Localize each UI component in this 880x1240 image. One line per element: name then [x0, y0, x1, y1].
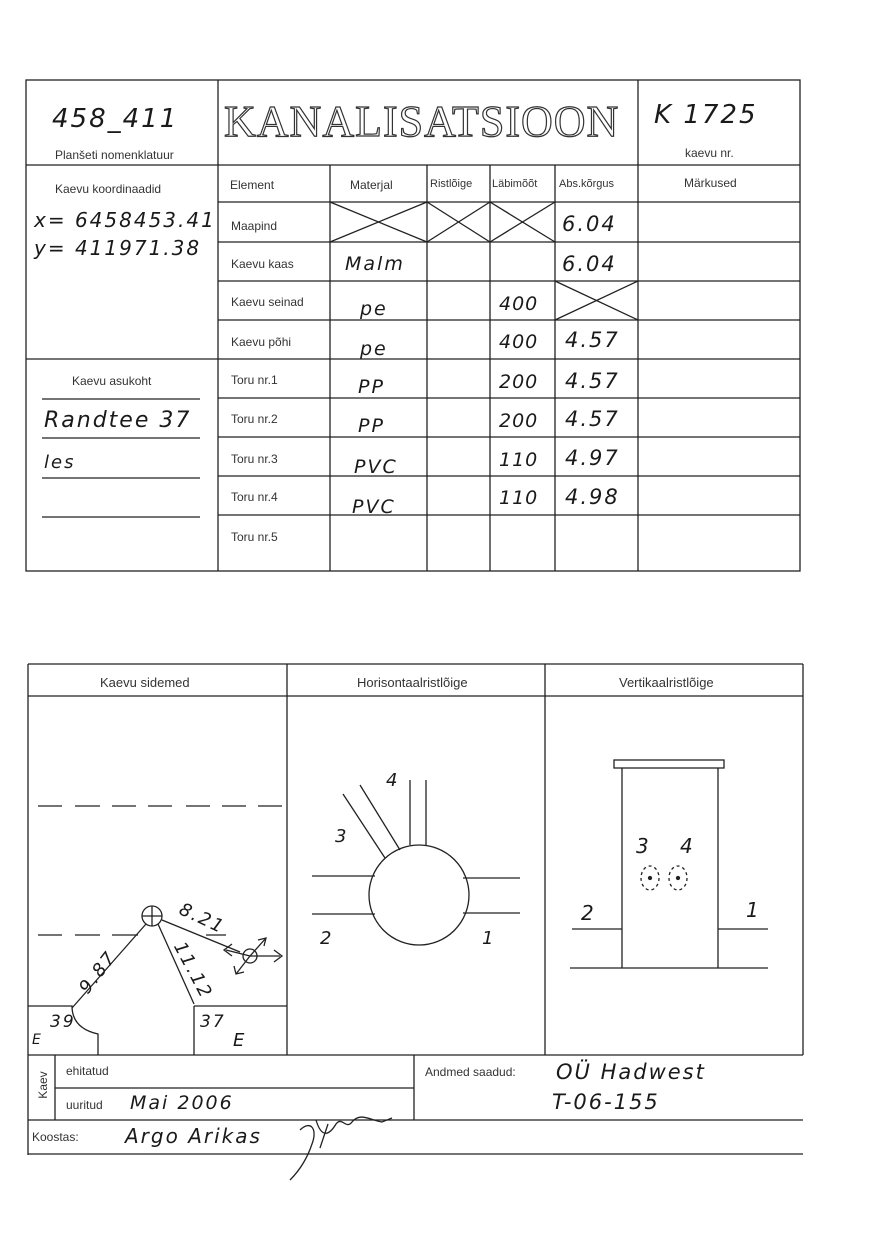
row-height: 6.04 — [562, 212, 617, 236]
dist-label-1: 8.21 — [175, 898, 229, 939]
dist-label-3: 11.12 — [169, 938, 217, 1003]
row-element: Kaevu kaas — [231, 257, 294, 271]
row-element: Toru nr.5 — [231, 530, 278, 544]
location-label: Kaevu asukoht — [72, 374, 152, 388]
data-source-label: Andmed saadud: — [425, 1065, 516, 1079]
header-diameter: Läbimõõt — [492, 178, 538, 190]
row-element: Maapind — [231, 219, 278, 233]
row-height: 4.57 — [565, 369, 620, 393]
sheet-label: Planšeti nomenklatuur — [55, 148, 174, 162]
house-label-left: 39 — [50, 1012, 76, 1032]
row-material: PVC — [352, 496, 396, 518]
kaev-label: Kaev — [36, 1071, 50, 1099]
data-source-value: OÜ Hadwest — [556, 1060, 706, 1084]
row-element: Toru nr.1 — [231, 373, 278, 387]
row-height: 4.97 — [565, 446, 620, 470]
compiled-by-label: Koostas: — [32, 1130, 79, 1144]
location-line1: Randtee 37 — [44, 408, 192, 433]
header-element: Element — [230, 178, 275, 192]
header-horizontal: Horisontaalristlõige — [357, 675, 468, 690]
header-vertical: Vertikaalristlõige — [619, 675, 714, 690]
coord-x: x= 6458453.41 — [34, 208, 216, 232]
row-height: 6.04 — [562, 252, 617, 276]
top-grid-lines — [0, 0, 880, 600]
row-height: 4.57 — [565, 407, 620, 431]
row-diameter: 110 — [499, 487, 539, 509]
house-letter-right: E — [233, 1030, 245, 1051]
compiled-by-value: Argo Arikas — [125, 1124, 262, 1148]
built-label: ehitatud — [66, 1064, 109, 1078]
row-diameter: 400 — [499, 331, 539, 353]
row-element: Toru nr.4 — [231, 490, 278, 504]
surveyed-label: uuritud — [66, 1098, 103, 1112]
hpipe-label-1: 1 — [482, 928, 496, 949]
hpipe-label-2: 2 — [320, 928, 334, 949]
hpipe-label-3: 3 — [335, 826, 349, 847]
header-cross-section: Ristlõige — [430, 178, 473, 190]
coord-y: y= 411971.38 — [34, 236, 202, 260]
coords-label: Kaevu koordinaadid — [55, 182, 162, 196]
header-material: Materjal — [350, 178, 393, 192]
vpipe-label-2: 2 — [581, 901, 596, 925]
well-number: K 1725 — [654, 100, 758, 130]
row-height: 4.57 — [565, 328, 620, 352]
vpipe-label-1: 1 — [746, 898, 761, 922]
row-material: pe — [360, 338, 388, 360]
row-element: Kaevu põhi — [231, 335, 292, 349]
location-line2: les — [44, 452, 76, 473]
row-material: pe — [360, 298, 388, 320]
row-diameter: 400 — [499, 293, 539, 315]
header-abs-height: Abs.kõrgus — [559, 178, 615, 190]
hpipe-label-4: 4 — [386, 770, 400, 791]
row-diameter: 200 — [499, 410, 539, 432]
vpipe-label-3: 3 — [636, 834, 651, 858]
well-number-label: kaevu nr. — [685, 146, 734, 160]
row-diameter: 200 — [499, 371, 539, 393]
dist-label-2: 9.87 — [74, 947, 122, 998]
row-material: PP — [358, 376, 385, 398]
sheet-code: 458_411 — [52, 104, 179, 134]
data-source-ref: T-06-155 — [552, 1090, 660, 1114]
header-remarks: Märkused — [684, 176, 737, 190]
row-element: Toru nr.3 — [231, 452, 278, 466]
page-title: KANALISATSIOON — [224, 97, 620, 146]
row-height: 4.98 — [565, 485, 620, 509]
row-element: Kaevu seinad — [231, 295, 304, 309]
surveyed-value: Mai 2006 — [130, 1092, 234, 1114]
row-diameter: 110 — [499, 449, 539, 471]
row-material: Malm — [345, 253, 405, 275]
header-sidemed: Kaevu sidemed — [100, 675, 190, 690]
house-letter-left: E — [32, 1032, 41, 1048]
row-material: PP — [358, 415, 385, 437]
vpipe-label-4: 4 — [680, 834, 695, 858]
row-material: PVC — [354, 456, 398, 478]
row-element: Toru nr.2 — [231, 412, 278, 426]
house-label-right: 37 — [200, 1012, 226, 1032]
